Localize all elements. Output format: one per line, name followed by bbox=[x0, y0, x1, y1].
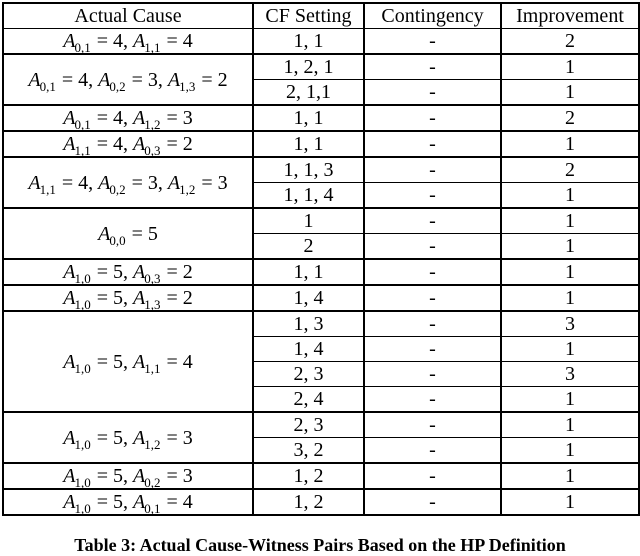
document-page bbox=[0, 2, 640, 556]
improvement-cell: 1 bbox=[501, 337, 639, 362]
table-row bbox=[3, 259, 639, 285]
math-subscript: 1,0 bbox=[74, 436, 91, 452]
math-variable: A bbox=[63, 287, 76, 309]
contingency-cell: - bbox=[364, 489, 501, 515]
improvement-cell: 1 bbox=[501, 285, 639, 311]
actual-cause-cell: $A_{1,1} = 4$, $A_{0,2} = 3$, $A_{1,2} = 3$ bbox=[3, 157, 253, 208]
math-subscript: 0,2 bbox=[144, 475, 161, 489]
math-subscript: 0,1 bbox=[39, 78, 56, 94]
improvement-cell: 3 bbox=[501, 311, 639, 337]
cf-setting-cell: 1, 3 bbox=[253, 311, 364, 337]
math-variable: A bbox=[133, 287, 146, 309]
math-variable: A bbox=[63, 465, 76, 487]
math-subscript: 0,1 bbox=[74, 40, 91, 54]
math-variable: A bbox=[133, 491, 146, 513]
cf-setting-cell: 1, 1 bbox=[253, 259, 364, 285]
math-variable: A bbox=[63, 133, 76, 155]
cf-setting-cell: 1, 1, 4 bbox=[253, 183, 364, 209]
cf-setting-cell: 1 bbox=[253, 208, 364, 234]
cf-setting-cell: 2, 3 bbox=[253, 412, 364, 438]
math-variable: A bbox=[133, 261, 146, 283]
cf-setting-cell: 1, 4 bbox=[253, 337, 364, 362]
math-subscript: 1,1 bbox=[144, 360, 161, 376]
math-subscript: 0,1 bbox=[144, 501, 161, 515]
math-subscript: 1,1 bbox=[39, 181, 56, 197]
table-caption: Table 3: Actual Cause-Witness Pairs Based on the HP Definition bbox=[74, 535, 566, 555]
cf-setting-cell: 2, 1,1 bbox=[253, 80, 364, 106]
math-variable: A bbox=[28, 68, 41, 91]
contingency-cell: - bbox=[364, 438, 501, 464]
contingency-cell: - bbox=[364, 362, 501, 387]
improvement-cell: 1 bbox=[501, 208, 639, 234]
improvement-cell: 1 bbox=[501, 259, 639, 285]
improvement-cell: 1 bbox=[501, 489, 639, 515]
math-subscript: 1,3 bbox=[179, 78, 196, 94]
contingency-cell: - bbox=[364, 311, 501, 337]
column-header-cf-setting: CF Setting bbox=[253, 3, 364, 29]
cf-setting-cell: 1, 2 bbox=[253, 489, 364, 515]
improvement-cell: 2 bbox=[501, 157, 639, 183]
math-subscript: 1,2 bbox=[144, 436, 161, 452]
actual-cause-cell: $A_{1,0} = 5$, $A_{1,2} = 3$ bbox=[3, 412, 253, 463]
math-variable: A bbox=[98, 222, 111, 245]
contingency-cell: - bbox=[364, 29, 501, 55]
cf-setting-cell: 1, 2, 1 bbox=[253, 54, 364, 80]
cf-setting-cell: 1, 1 bbox=[253, 29, 364, 55]
contingency-cell: - bbox=[364, 105, 501, 131]
actual-cause-cell: $A_{1,0} = 5$, $A_{0,1} = 4$ bbox=[3, 489, 253, 515]
math-variable: A bbox=[167, 171, 181, 194]
table-row bbox=[3, 54, 639, 80]
actual-cause-cell: $A_{1,0} = 5$, $A_{1,1} = 4$ bbox=[3, 311, 253, 412]
contingency-cell: - bbox=[364, 208, 501, 234]
math-subscript: 1,2 bbox=[144, 117, 161, 131]
cf-setting-cell: 2 bbox=[253, 234, 364, 260]
contingency-cell: - bbox=[364, 234, 501, 260]
table-row bbox=[3, 285, 639, 311]
cf-setting-cell: 1, 4 bbox=[253, 285, 364, 311]
improvement-cell: 1 bbox=[501, 54, 639, 80]
column-header-contingency: Contingency bbox=[364, 3, 501, 29]
cf-setting-cell: 3, 2 bbox=[253, 438, 364, 464]
actual-cause-cell: $A_{1,1} = 4$, $A_{0,3} = 2$ bbox=[3, 131, 253, 157]
math-variable: A bbox=[63, 261, 76, 283]
math-variable: A bbox=[133, 426, 146, 449]
actual-cause-cell: $A_{1,0} = 5$, $A_{1,3} = 2$ bbox=[3, 285, 253, 311]
math-subscript: 1,1 bbox=[74, 143, 91, 157]
math-subscript: 1,2 bbox=[179, 181, 196, 197]
improvement-cell: 2 bbox=[501, 105, 639, 131]
improvement-cell: 1 bbox=[501, 234, 639, 260]
improvement-cell: 1 bbox=[501, 438, 639, 464]
improvement-cell: 3 bbox=[501, 362, 639, 387]
math-variable: A bbox=[63, 30, 76, 52]
math-subscript: 0,3 bbox=[144, 271, 161, 285]
table-row bbox=[3, 208, 639, 234]
actual-cause-cell: $A_{0,1} = 4$, $A_{1,2} = 3$ bbox=[3, 105, 253, 131]
math-subscript: 1,0 bbox=[74, 360, 91, 376]
contingency-cell: - bbox=[364, 80, 501, 106]
cf-setting-cell: 2, 4 bbox=[253, 387, 364, 413]
contingency-cell: - bbox=[364, 285, 501, 311]
table-row bbox=[3, 412, 639, 438]
math-subscript: 1,0 bbox=[74, 475, 91, 489]
math-variable: A bbox=[98, 68, 111, 91]
contingency-cell: - bbox=[364, 54, 501, 80]
table-row bbox=[3, 29, 639, 55]
math-variable: A bbox=[63, 491, 76, 513]
contingency-cell: - bbox=[364, 183, 501, 209]
column-header-improvement: Improvement bbox=[501, 3, 639, 29]
actual-cause-cell: $A_{0,1} = 4$, $A_{1,1} = 4$ bbox=[3, 29, 253, 55]
math-subscript: 1,0 bbox=[74, 271, 91, 285]
actual-cause-cell: $A_{0,0} = 5$ bbox=[3, 208, 253, 259]
improvement-cell: 1 bbox=[501, 387, 639, 413]
math-subscript: 1,1 bbox=[144, 40, 161, 54]
actual-cause-table bbox=[2, 2, 640, 516]
math-subscript: 1,3 bbox=[144, 297, 161, 311]
math-subscript: 0,1 bbox=[74, 117, 91, 131]
column-header-actual-cause: Actual Cause bbox=[74, 5, 182, 27]
table-row bbox=[3, 131, 639, 157]
contingency-cell: - bbox=[364, 337, 501, 362]
cf-setting-cell: 2, 3 bbox=[253, 362, 364, 387]
contingency-cell: - bbox=[364, 412, 501, 438]
improvement-cell: 2 bbox=[501, 29, 639, 55]
math-subscript: 0,3 bbox=[144, 143, 161, 157]
math-variable: A bbox=[63, 426, 76, 449]
contingency-cell: - bbox=[364, 157, 501, 183]
improvement-cell: 1 bbox=[501, 463, 639, 489]
cf-setting-cell: 1, 1 bbox=[253, 131, 364, 157]
math-variable: A bbox=[63, 350, 76, 373]
table-row bbox=[3, 157, 639, 183]
math-variable: A bbox=[133, 133, 146, 155]
math-variable: A bbox=[133, 465, 146, 487]
math-subscript: 1,0 bbox=[74, 297, 91, 311]
math-subscript: 0,0 bbox=[109, 232, 126, 248]
table-row bbox=[3, 311, 639, 337]
improvement-cell: 1 bbox=[501, 80, 639, 106]
math-subscript: 1,0 bbox=[74, 501, 91, 515]
table-row bbox=[3, 489, 639, 515]
math-variable: A bbox=[98, 171, 111, 194]
cf-setting-cell: 1, 2 bbox=[253, 463, 364, 489]
improvement-cell: 1 bbox=[501, 131, 639, 157]
contingency-cell: - bbox=[364, 387, 501, 413]
math-subscript: 0,2 bbox=[109, 181, 126, 197]
math-variable: A bbox=[63, 107, 76, 129]
improvement-cell: 1 bbox=[501, 183, 639, 209]
contingency-cell: - bbox=[364, 131, 501, 157]
math-variable: A bbox=[28, 171, 41, 194]
table-header-row bbox=[3, 3, 639, 29]
math-variable: A bbox=[167, 68, 181, 91]
math-variable: A bbox=[133, 107, 146, 129]
math-subscript: 0,2 bbox=[109, 78, 126, 94]
contingency-cell: - bbox=[364, 259, 501, 285]
actual-cause-cell: $A_{1,0} = 5$, $A_{0,2} = 3$ bbox=[3, 463, 253, 489]
contingency-cell: - bbox=[364, 463, 501, 489]
actual-cause-cell: $A_{1,0} = 5$, $A_{0,3} = 2$ bbox=[3, 259, 253, 285]
table-row bbox=[3, 105, 639, 131]
improvement-cell: 1 bbox=[501, 412, 639, 438]
actual-cause-cell: $A_{0,1} = 4$, $A_{0,2} = 3$, $A_{1,3} = 2$ bbox=[3, 54, 253, 105]
table-row bbox=[3, 463, 639, 489]
cf-setting-cell: 1, 1, 3 bbox=[253, 157, 364, 183]
math-variable: A bbox=[133, 30, 146, 52]
cf-setting-cell: 1, 1 bbox=[253, 105, 364, 131]
math-variable: A bbox=[133, 350, 146, 373]
